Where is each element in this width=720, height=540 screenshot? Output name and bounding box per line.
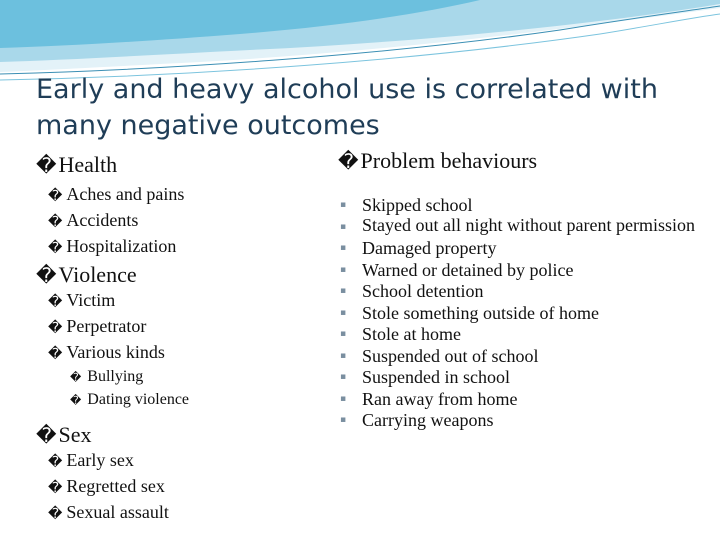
title-line-2: many negative outcomes bbox=[36, 110, 380, 141]
list-item: � Sexual assault bbox=[48, 502, 169, 522]
square-bullet-icon: ▪ bbox=[340, 286, 347, 296]
list-item: ▪ Warned or detained by police bbox=[340, 259, 574, 280]
square-bullet-icon: ▪ bbox=[340, 264, 347, 275]
bullet-glyph: � bbox=[36, 153, 57, 177]
sub-list-item: � Bullying bbox=[70, 368, 144, 385]
slide-title bbox=[36, 72, 676, 144]
list-item: � Various kinds bbox=[48, 342, 165, 362]
list-item: � Early sex bbox=[48, 450, 134, 470]
list-item: � Perpetrator bbox=[48, 316, 147, 336]
list-item: ▪ Suspended in school bbox=[340, 367, 510, 387]
list-item: ▪ Stole something outside of home bbox=[340, 302, 599, 323]
square-bullet-icon: ▪ bbox=[340, 221, 347, 232]
square-bullet-icon: ▪ bbox=[340, 329, 347, 339]
square-bullet-icon: ▪ bbox=[340, 243, 347, 253]
list-item: ▪ Skipped school bbox=[340, 195, 473, 215]
list-item: � Aches and pains bbox=[48, 184, 185, 204]
list-item: ▪ Ran away from home bbox=[340, 388, 518, 409]
list-item: � Hospitalization bbox=[48, 236, 177, 256]
list-item: � Regretted sex bbox=[48, 476, 165, 496]
sub-list-item: � Dating violence bbox=[70, 391, 190, 408]
list-item: ▪ Stole at home bbox=[340, 324, 461, 344]
square-bullet-icon: ▪ bbox=[340, 372, 347, 382]
right-column bbox=[338, 148, 718, 432]
list-item: ▪ Suspended out of school bbox=[340, 345, 539, 366]
square-bullet-icon: ▪ bbox=[340, 415, 347, 425]
list-item: ▪ Damaged property bbox=[340, 238, 497, 258]
heading-problem-behaviours: � Problem behaviours bbox=[338, 148, 538, 173]
list-item: ▪ Carrying weapons bbox=[340, 410, 494, 430]
square-bullet-icon: ▪ bbox=[340, 393, 347, 404]
heading-sex: � Sex bbox=[36, 422, 92, 447]
list-item: ▪ School detention bbox=[340, 281, 484, 301]
list-item: ▪ Stayed out all night without parent permission bbox=[338, 217, 718, 239]
heading-violence: � Violence bbox=[36, 262, 137, 287]
left-column bbox=[36, 152, 336, 526]
list-item: � Accidents bbox=[48, 210, 139, 230]
square-bullet-icon: ▪ bbox=[340, 307, 347, 318]
square-bullet-icon: ▪ bbox=[340, 350, 347, 361]
square-bullet-icon: ▪ bbox=[340, 200, 347, 210]
title-line-1: Early and heavy alcohol use is correlated with bbox=[36, 74, 658, 105]
heading-health: � Health bbox=[36, 152, 118, 177]
list-item: � Victim bbox=[48, 290, 116, 310]
